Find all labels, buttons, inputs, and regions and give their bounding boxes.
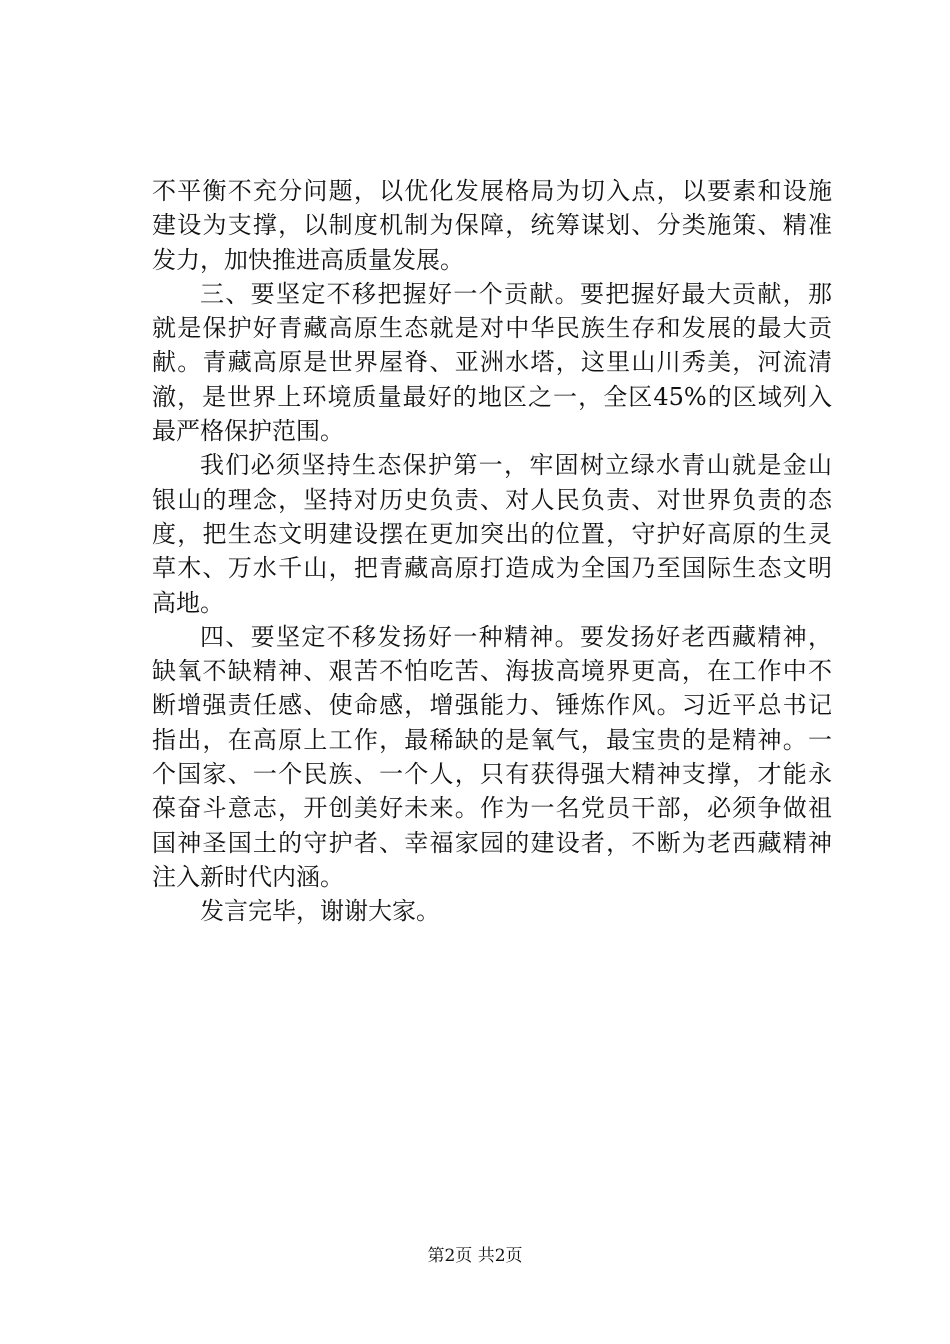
text-line: 银山的理念，坚持对历史负责、对人民负责、对世界负责的态 — [152, 485, 832, 514]
text-line: 发言完毕，谢谢大家。 — [200, 897, 440, 926]
text-line: 注入新时代内涵。 — [152, 862, 344, 891]
text-line: 三、要坚定不移把握好一个贡献。要把握好最大贡献，那 — [200, 279, 832, 308]
text-line: 国神圣国土的守护者、幸福家园的建设者，不断为老西藏精神 — [152, 828, 832, 857]
text-line: 指出，在高原上工作，最稀缺的是氧气，最宝贵的是精神。一 — [152, 725, 832, 754]
document-body — [152, 174, 832, 929]
text-line: 断增强责任感、使命感，增强能力、锤炼作风。习近平总书记 — [152, 691, 832, 720]
text-line: 最严格保护范围。 — [152, 417, 344, 446]
text-line: 就是保护好青藏高原生态就是对中华民族生存和发展的最大贡 — [152, 314, 832, 343]
text-line: 四、要坚定不移发扬好一种精神。要发扬好老西藏精神， — [200, 622, 832, 651]
text-line: 发力，加快推进高质量发展。 — [152, 245, 464, 274]
text-line: 建设为支撑，以制度机制为保障，统筹谋划、分类施策、精准 — [152, 211, 832, 240]
text-line: 个国家、一个民族、一个人，只有获得强大精神支撑，才能永 — [152, 760, 832, 789]
text-line: 高地。 — [152, 588, 224, 617]
text-line: 不平衡不充分问题，以优化发展格局为切入点，以要素和设施 — [152, 177, 832, 205]
text-line: 澈，是世界上环境质量最好的地区之一，全区45%的区域列入 — [152, 382, 832, 411]
text-line: 葆奋斗意志，开创美好未来。作为一名党员干部，必须争做祖 — [152, 794, 832, 823]
text-line: 缺氧不缺精神、艰苦不怕吃苦、海拔高境界更高，在工作中不 — [152, 657, 832, 686]
text-line: 献。青藏高原是世界屋脊、亚洲水塔，这里山川秀美，河流清 — [152, 348, 832, 377]
text-line: 草木、万水千山，把青藏高原打造成为全国乃至国际生态文明 — [152, 554, 832, 583]
text-line: 我们必须坚持生态保护第一，牢固树立绿水青山就是金山 — [200, 451, 832, 480]
text-line: 度，把生态文明建设摆在更加突出的位置，守护好高原的生灵 — [152, 519, 832, 548]
page-number-footer: 第2页 共2页 — [427, 1246, 523, 1266]
